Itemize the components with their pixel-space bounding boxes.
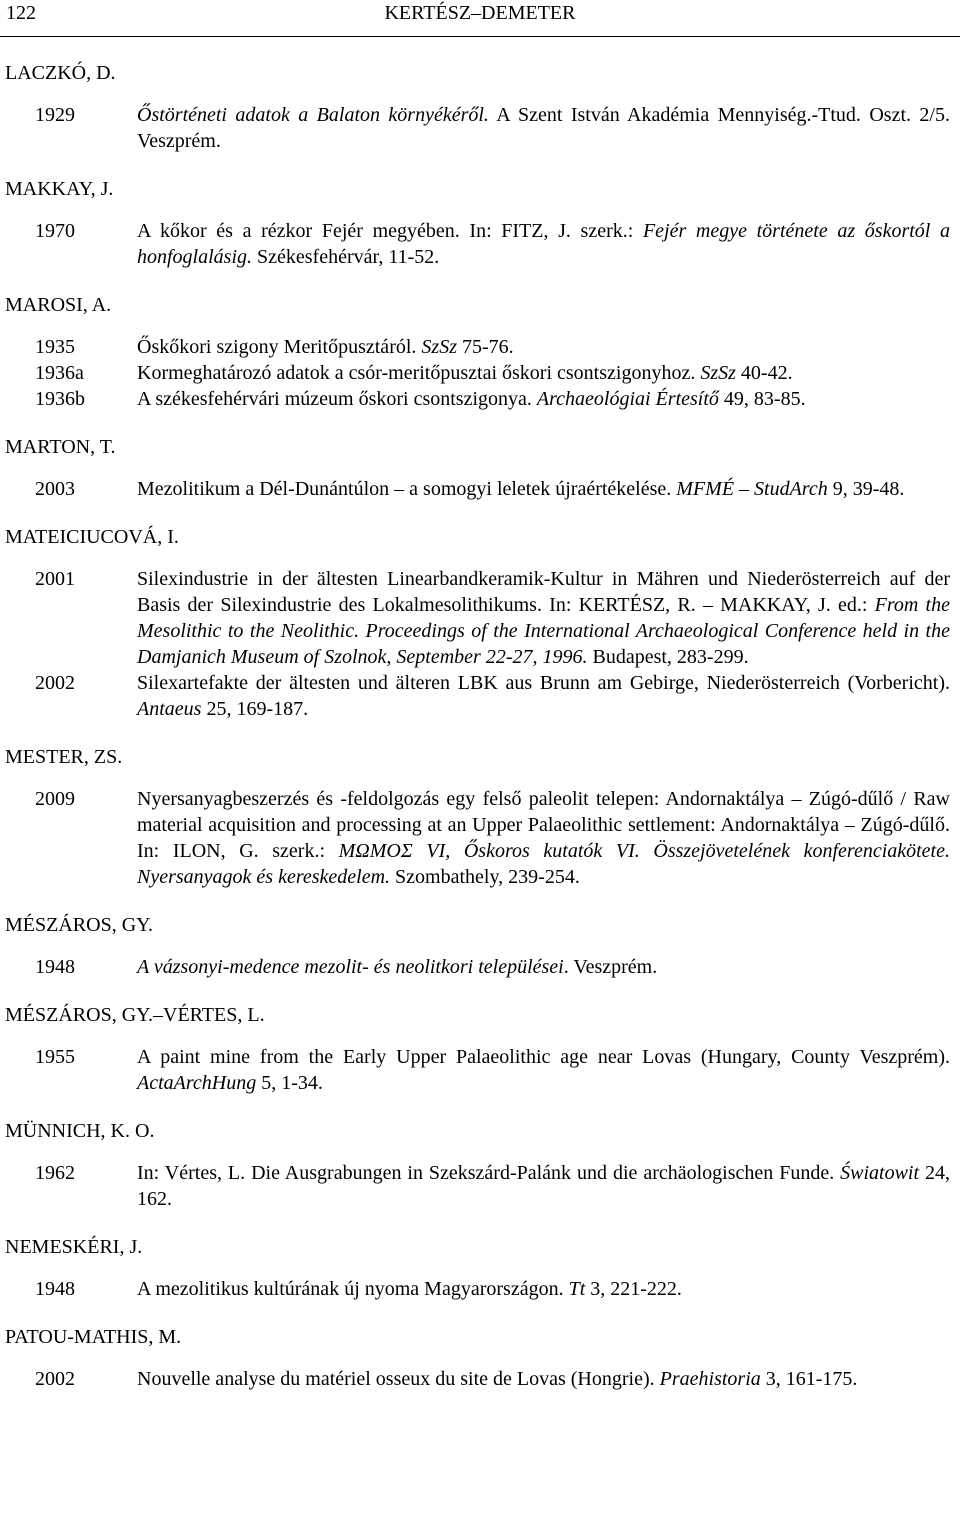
author-name: MESTER, ZS. bbox=[5, 746, 123, 768]
entry-year: 1955 bbox=[35, 1046, 75, 1068]
entry-year: 1935 bbox=[35, 336, 75, 358]
entry-text bbox=[137, 786, 950, 890]
author-block bbox=[0, 912, 960, 980]
author-name: MÉSZÁROS, GY. bbox=[5, 914, 153, 936]
entry-text-part: A székesfehérvári múzeum őskori csontszigonya. bbox=[137, 388, 537, 410]
entry-text bbox=[137, 1044, 950, 1096]
entry-year: 1948 bbox=[35, 1278, 75, 1300]
author-block bbox=[0, 176, 960, 270]
author-name: NEMESKÉRI, J. bbox=[5, 1236, 143, 1258]
entry-list bbox=[0, 1160, 960, 1212]
italic-title: Őstörténeti adatok a Balaton környékéről. bbox=[137, 104, 489, 126]
page-header bbox=[0, 0, 960, 37]
author-block bbox=[0, 524, 960, 722]
entry-list bbox=[0, 1276, 960, 1302]
entry-text bbox=[137, 386, 950, 412]
entry-text-part: A Szent István Akadémia Mennyiség.-Ttud. Oszt. 2/5. Veszprém. bbox=[137, 104, 950, 152]
entry-list bbox=[0, 218, 960, 270]
entry-text-part: Budapest, 283-299. bbox=[587, 646, 749, 668]
entry-text bbox=[137, 954, 950, 980]
entry-year: 1929 bbox=[35, 104, 75, 126]
running-title: KERTÉSZ–DEMETER bbox=[384, 2, 576, 24]
entry-list bbox=[0, 102, 960, 154]
entry-list bbox=[0, 1044, 960, 1096]
author-name: MÜNNICH, K. O. bbox=[5, 1120, 155, 1142]
entry-text bbox=[137, 1160, 950, 1212]
entry-text bbox=[137, 1366, 950, 1392]
entry-year: 1970 bbox=[35, 220, 75, 242]
entry-text-part: Silexindustrie in der ältesten Linearbandkeramik-Kultur in Mähren und Niederösterreich auf der Basis der Silexindustrie des Lokalmesolithikums. In: KERTÉSZ, R. – MAKKAY, J. ed.: bbox=[137, 568, 950, 616]
entry-text-part: Székesfehérvár, 11-52. bbox=[252, 246, 440, 268]
author-name: MAROSI, A. bbox=[5, 294, 112, 316]
entry-text-part: A paint mine from the Early Upper Palaeolithic age near Lovas (Hungary, County Veszprém). bbox=[137, 1046, 950, 1068]
italic-title: Antaeus bbox=[137, 698, 202, 720]
bib-entry bbox=[0, 1276, 960, 1302]
author-block bbox=[0, 1324, 960, 1392]
italic-title: From the Mesolithic to the Neolithic. Proceedings of the International Archaeological Conference held in the Damjanich Museum of Szolnok, September 22-27, 1996. bbox=[137, 594, 950, 668]
entry-year: 1936b bbox=[35, 388, 85, 410]
entry-text-part: 5, 1-34. bbox=[256, 1072, 323, 1094]
entry-text-part: Silexartefakte der ältesten und älteren LBK aus Brunn am Gebirge, Niederösterreich (Vorbericht). bbox=[137, 672, 950, 694]
entry-text-part: . Veszprém. bbox=[563, 956, 658, 978]
entry-list bbox=[0, 786, 960, 890]
entry-text-part: Nyersanyagbeszerzés és -feldolgozás egy felső paleolit telepen: Andornaktálya – Zúgó-dűlő / Raw material acquisition and processing at an Upper Palaeolithic settlement: Andornaktálya – Zúgó-dűlő. In: ILON, G. szerk.: bbox=[137, 788, 950, 862]
bib-entry bbox=[0, 386, 960, 412]
entry-text-part: 3, 221-222. bbox=[585, 1278, 682, 1300]
entry-text-part: 75-76. bbox=[456, 336, 514, 358]
author-name: MATEICIUCOVÁ, I. bbox=[5, 526, 179, 548]
entry-text bbox=[137, 1276, 950, 1302]
entry-text-part: A kőkor és a rézkor Fejér megyében. In: FITZ, J. szerk.: bbox=[137, 220, 643, 242]
entry-year: 1962 bbox=[35, 1162, 75, 1184]
entry-text-part: Szombathely, 239-254. bbox=[390, 866, 580, 888]
author-block bbox=[0, 1118, 960, 1212]
bib-entry bbox=[0, 786, 960, 890]
entry-text-part: 25, 169-187. bbox=[201, 698, 309, 720]
entry-text-part: In: Vértes, L. Die Ausgrabungen in Szekszárd-Palánk und die archäologischen Funde. bbox=[137, 1162, 841, 1184]
entry-year: 2002 bbox=[35, 1368, 75, 1390]
author-name: PATOU-MATHIS, M. bbox=[5, 1326, 182, 1348]
entry-year: 2002 bbox=[35, 672, 75, 694]
italic-title: Praehistoria bbox=[659, 1368, 761, 1390]
entry-text bbox=[137, 102, 950, 154]
bib-entry bbox=[0, 1366, 960, 1392]
entry-text bbox=[137, 218, 950, 270]
italic-title: Fejér megye története az őskortól a honfoglalásig. bbox=[137, 220, 950, 268]
author-block bbox=[0, 744, 960, 890]
italic-title: Światowit bbox=[840, 1162, 920, 1184]
bib-entry bbox=[0, 218, 960, 270]
bib-entry bbox=[0, 476, 960, 502]
bibliography-list bbox=[0, 60, 960, 1414]
italic-title: A vázsonyi-medence mezolit- és neolitkori települései bbox=[137, 956, 564, 978]
author-block bbox=[0, 60, 960, 154]
entry-text bbox=[137, 334, 950, 360]
entry-list bbox=[0, 954, 960, 980]
entry-text-part: Mezolitikum a Dél-Dunántúlon – a somogyi leletek újraértékelése. bbox=[137, 478, 677, 500]
entry-text-part: Őskőkori szigony Meritőpusztáról. bbox=[137, 336, 422, 358]
entry-text-part: 9, 39-48. bbox=[827, 478, 905, 500]
italic-title: Tt bbox=[568, 1278, 586, 1300]
italic-title: SzSz bbox=[700, 362, 736, 384]
entry-text-part: 3, 161-175. bbox=[760, 1368, 858, 1390]
page-number: 122 bbox=[6, 2, 36, 24]
author-name: LACZKÓ, D. bbox=[5, 62, 116, 84]
bib-entry bbox=[0, 670, 960, 722]
entry-list bbox=[0, 334, 960, 412]
entry-text-part: Nouvelle analyse du matériel osseux du site de Lovas (Hongrie). bbox=[137, 1368, 660, 1390]
bib-entry bbox=[0, 566, 960, 670]
italic-title: MFMÉ – StudArch bbox=[676, 478, 828, 500]
italic-title: Archaeológiai Értesítő bbox=[536, 388, 719, 410]
author-block bbox=[0, 292, 960, 412]
entry-year: 2009 bbox=[35, 788, 75, 810]
entry-year: 2003 bbox=[35, 478, 75, 500]
bib-entry bbox=[0, 1044, 960, 1096]
italic-title: ActaArchHung bbox=[137, 1072, 257, 1094]
entry-year: 1948 bbox=[35, 956, 75, 978]
author-block bbox=[0, 1002, 960, 1096]
entry-list bbox=[0, 476, 960, 502]
author-block bbox=[0, 1234, 960, 1302]
entry-text bbox=[137, 360, 950, 386]
bib-entry bbox=[0, 954, 960, 980]
bib-entry bbox=[0, 102, 960, 154]
italic-title: ΜΩΜΟΣ VI, Őskoros kutatók VI. Összejövetelének konferenciakötete. Nyersanyagok és kereskedelem. bbox=[137, 840, 950, 888]
entry-list bbox=[0, 566, 960, 722]
entry-text-part: Kormeghatározó adatok a csór-meritőpusztai őskori csontszigonyhoz. bbox=[137, 362, 701, 384]
entry-year: 2001 bbox=[35, 568, 75, 590]
entry-text bbox=[137, 476, 950, 502]
bib-entry bbox=[0, 360, 960, 386]
entry-text-part: 40-42. bbox=[735, 362, 793, 384]
entry-text bbox=[137, 566, 950, 670]
entry-text bbox=[137, 670, 950, 722]
italic-title: SzSz bbox=[421, 336, 457, 358]
author-block bbox=[0, 434, 960, 502]
bib-entry bbox=[0, 334, 960, 360]
author-name: MÉSZÁROS, GY.–VÉRTES, L. bbox=[5, 1004, 265, 1026]
bib-entry bbox=[0, 1160, 960, 1212]
entry-text-part: 24, 162. bbox=[137, 1162, 950, 1210]
author-name: MARTON, T. bbox=[5, 436, 116, 458]
entry-text-part: 49, 83-85. bbox=[718, 388, 806, 410]
entry-list bbox=[0, 1366, 960, 1392]
author-name: MAKKAY, J. bbox=[5, 178, 114, 200]
entry-text-part: A mezolitikus kultúrának új nyoma Magyarországon. bbox=[137, 1278, 569, 1300]
entry-year: 1936a bbox=[35, 362, 84, 384]
